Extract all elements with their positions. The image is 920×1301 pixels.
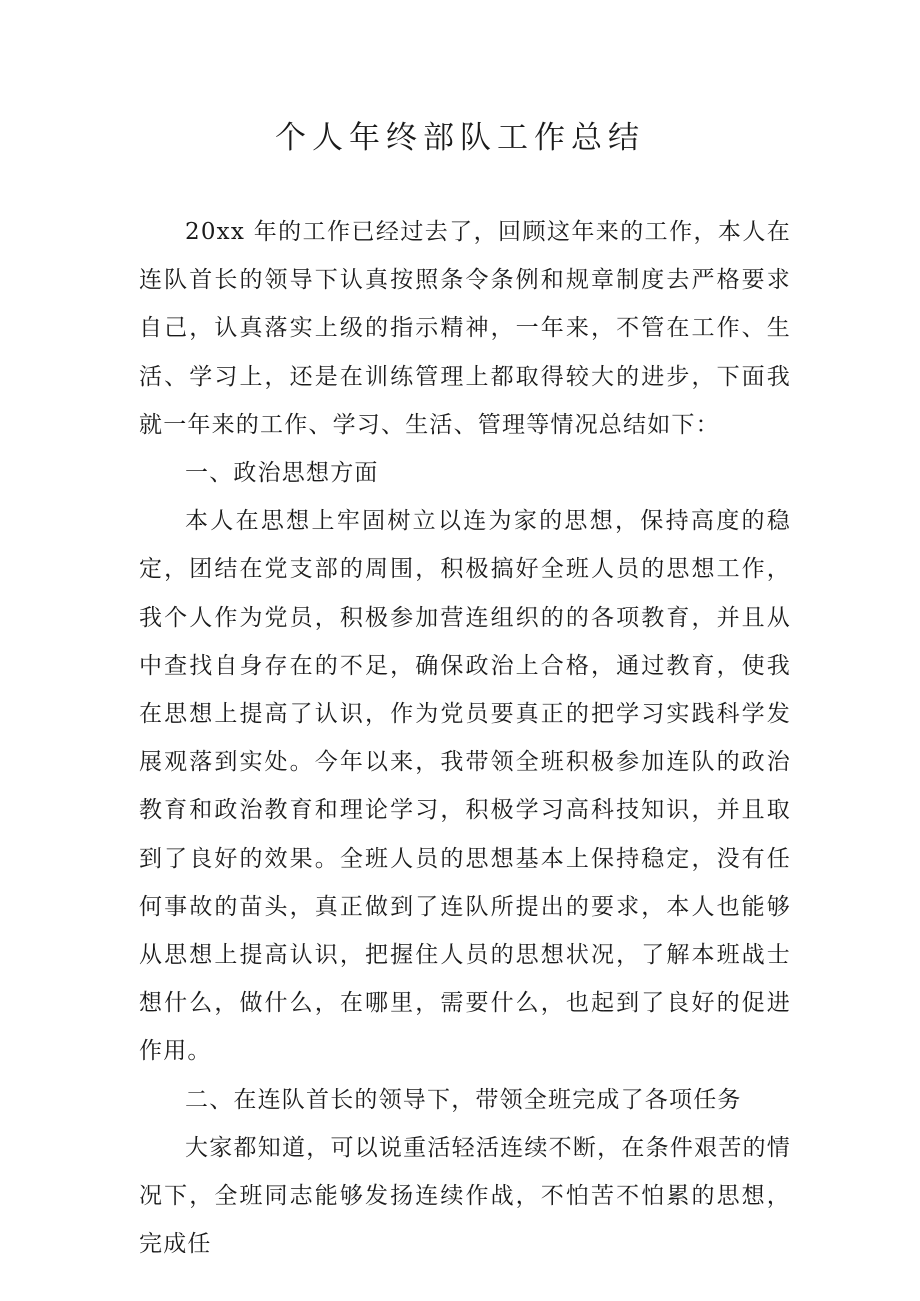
political-paragraph: 本人在思想上牢固树立以连为家的思想，保持高度的稳定，团结在党支部的周围，积极搞好全班人员的思想工作，我个人作为党员，积极参加营连组织的的各项教育，并且从中查找自身存在的不足，确保政治上合格，通过教育，使我在思想上提高了认识，作为党员要真正的把学习实践科学发展观落到实处。今年以来，我带领全班积极参加连队的政治教育和政治教育和理论学习，积极学习高科技知识，并且取到了良好的效果。全班人员的思想基本上保持稳定，没有任何事故的苗头，真正做到了连队所提出的要求，本人也能够从思想上提高认识，把握住人员的思想状况，了解本班战士想什么，做什么，在哪里，需要什么，也起到了良好的促进作用。 — [139, 508, 791, 1065]
section-heading-tasks: 二、在连队首长的领导下，带领全班完成了各项任务 — [185, 1086, 742, 1113]
section-heading-political: 一、政治思想方面 — [185, 460, 379, 487]
document-body — [139, 208, 791, 1268]
intro-paragraph: 20xx 年的工作已经过去了，回顾这年来的工作，本人在连队首长的领导下认真按照条令条例和规章制度去严格要求自己，认真落实上级的指示精神，一年来，不管在工作、生活、学习上，还是在训练管理上都取得较大的进步，下面我就一年来的工作、学习、生活、管理等情况总结如下： — [139, 219, 791, 438]
document-title: 个人年终部队工作总结 — [275, 120, 645, 156]
tasks-paragraph: 大家都知道，可以说重活轻活连续不断，在条件艰苦的情况下，全班同志能够发扬连续作战，不怕苦不怕累的思想，完成任 — [139, 1134, 791, 1258]
